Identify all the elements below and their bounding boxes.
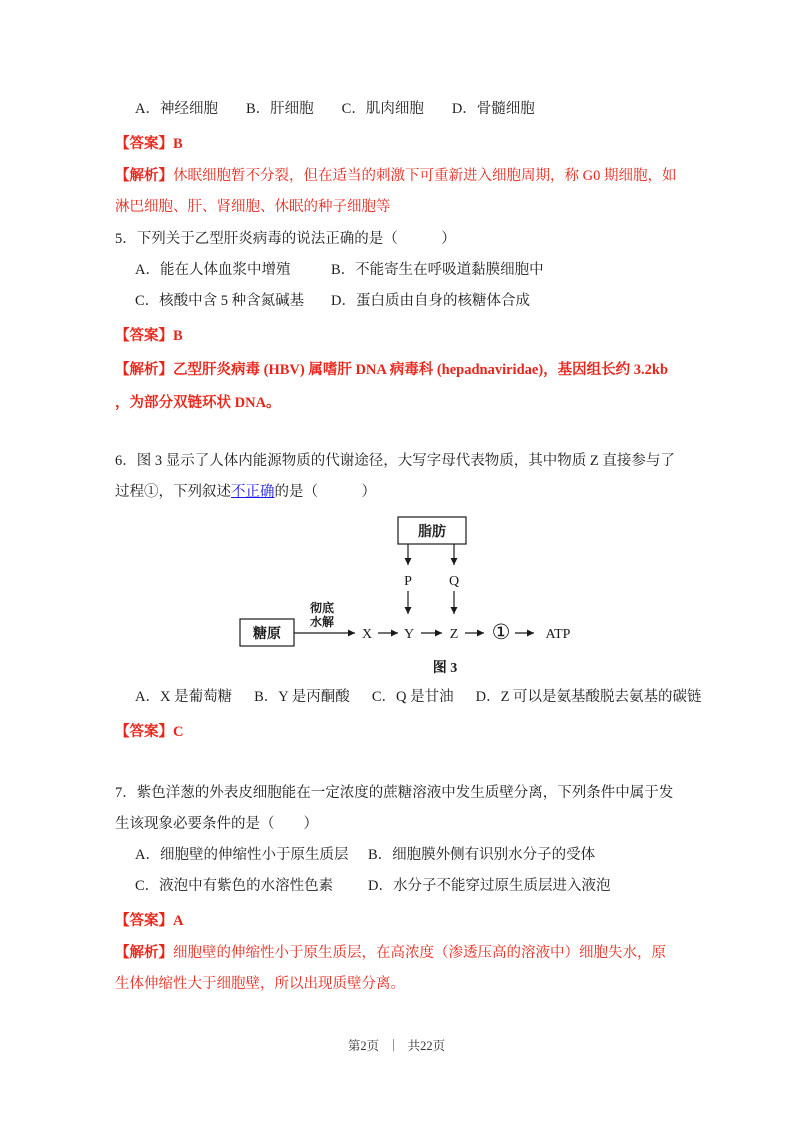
metabolic-pathway-figure xyxy=(115,512,605,680)
hydrolysis-label-line2: 水解 xyxy=(309,615,335,629)
question4-analysis xyxy=(115,161,679,223)
question4-option-d: D．骨髓细胞 xyxy=(451,101,535,117)
process-circle-label: ① xyxy=(491,620,511,644)
question5-answer-line xyxy=(115,321,679,352)
question7-option-b: B．细胞膜外侧有识别水分子的受体 xyxy=(368,847,596,863)
question6-answer-line xyxy=(115,717,679,748)
question4-option-a: A．神经细胞 xyxy=(135,101,218,117)
question7-analysis xyxy=(115,938,679,1000)
letter-x: X xyxy=(361,627,373,642)
footer-page-number: 第2页 xyxy=(347,1039,380,1053)
question6-stem-before: 6．图 3 显示了人体内能源物质的代谢途径，大写字母代表物质，其中物质 Z 直接参与了过程①，下列叙述 xyxy=(115,453,675,500)
question4-option-c: C．肌肉细胞 xyxy=(341,101,424,117)
question6-stem xyxy=(115,446,679,508)
question7-analysis-text: 细胞壁的伸缩性小于原生质层，在高浓度（渗透压高的溶液中）细胞失水，原生体伸缩性大于细胞壁，所以出现质壁分离。 xyxy=(115,945,666,992)
answer-label: 【答案】 xyxy=(115,724,173,740)
question5-stem: 5．下列关于乙型肝炎病毒的说法正确的是（ ） xyxy=(115,231,456,247)
question5-analysis-text: 乙型肝炎病毒 (HBV) 属嗜肝 DNA 病毒科 (hepadnaviridae)，基因组长约 3.2kb ，为部分双链环状 DNA。 xyxy=(115,362,669,411)
figure3-caption: 图 3 xyxy=(432,661,458,676)
answer-label: 【答案】 xyxy=(115,328,173,344)
letter-y: Y xyxy=(403,627,415,642)
question5-option-d: D．蛋白质由自身的核糖体合成 xyxy=(331,293,530,309)
footer-separator: ｜ xyxy=(387,1039,400,1053)
question5-answer-value: B xyxy=(173,328,183,344)
letter-p: P xyxy=(404,574,412,589)
question5-options-grid xyxy=(115,255,679,317)
letter-q: Q xyxy=(448,574,460,589)
figure3-diagram xyxy=(115,512,679,682)
question7-answer-line xyxy=(115,906,679,937)
glycogen-box-label: 糖原 xyxy=(253,627,281,642)
atp-label: ATP xyxy=(545,627,571,642)
question6-option-c: C．Q 是甘油 xyxy=(371,689,454,705)
answer-label: 【答案】 xyxy=(115,136,173,152)
question6-stem-after: 的是（ ） xyxy=(274,484,376,500)
question6-option-a: A．X 是葡萄糖 xyxy=(135,689,233,705)
question6-stem-highlight: 不正确 xyxy=(231,484,275,500)
question5-option-c: C．核酸中含 5 种含氮碱基 xyxy=(135,293,305,309)
analysis-label: 【解析】 xyxy=(115,945,173,961)
question7-option-d: D．水分子不能穿过原生质层进入液泡 xyxy=(368,878,611,894)
page-footer xyxy=(0,1036,793,1054)
question4-option-b: B．肝细胞 xyxy=(245,101,314,117)
question5-option-b: B．不能寄生在呼吸道黏膜细胞中 xyxy=(331,262,544,278)
footer-total-pages: 共22页 xyxy=(407,1039,446,1053)
question7-option-a: A．细胞壁的伸缩性小于原生质层 xyxy=(135,847,349,863)
question6-option-d: D．Z 可以是氨基酸脱去氨基的碳链 xyxy=(475,689,702,705)
question4-answer-line xyxy=(115,129,679,160)
question5-option-a: A．能在人体血浆中增殖 xyxy=(135,262,291,278)
question7-stem: 7．紫色洋葱的外表皮细胞能在一定浓度的蔗糖溶液中发生质壁分离，下列条件中属于发生该现象必要条件的是（ ） xyxy=(115,785,674,832)
analysis-label: 【解析】 xyxy=(115,168,173,184)
question7-option-c: C．液泡中有紫色的水溶性色素 xyxy=(135,878,334,894)
question6-options-row xyxy=(115,682,702,713)
answer-label: 【答案】 xyxy=(115,913,173,929)
question6-answer-value: C xyxy=(173,724,184,740)
question4-analysis-text: 休眠细胞暂不分裂，但在适当的刺激下可重新进入细胞周期，称 G0 期细胞，如淋巴细胞、肝、肾细胞、休眠的种子细胞等 xyxy=(115,168,677,215)
page-content xyxy=(115,0,702,1000)
question6-option-b: B．Y 是丙酮酸 xyxy=(254,689,350,705)
question5-analysis xyxy=(115,354,679,420)
fat-box-label: 脂肪 xyxy=(418,525,446,540)
question4-answer-value: B xyxy=(173,136,183,152)
question4-options-row xyxy=(115,94,679,125)
hydrolysis-label-line1: 彻底 xyxy=(309,601,335,615)
question7-answer-value: A xyxy=(173,913,184,929)
letter-z: Z xyxy=(449,627,459,642)
question7-options-grid xyxy=(115,840,679,902)
analysis-label: 【解析】 xyxy=(115,362,173,378)
